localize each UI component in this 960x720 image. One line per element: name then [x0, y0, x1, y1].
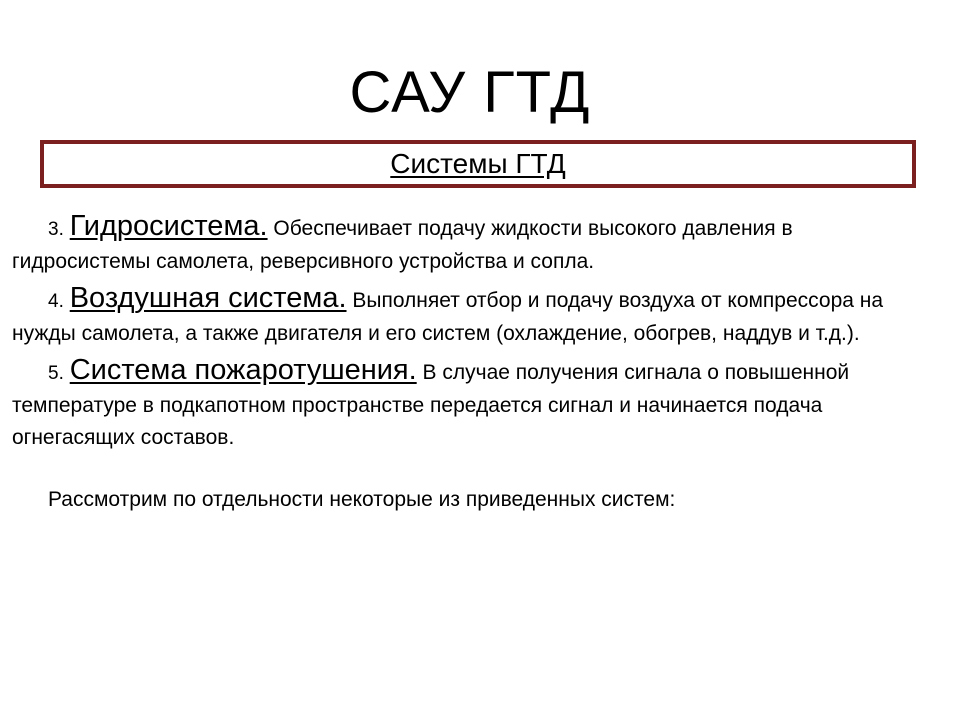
item-number: 5. — [48, 363, 64, 384]
item-heading: Система пожаротушения. — [69, 354, 417, 386]
closing-text: Рассмотрим по отдельности некоторые из приведенных систем: — [48, 488, 676, 511]
list-item — [12, 282, 912, 350]
item-text: В случае получения сигнала о повышенной температуре в подкапотном пространстве передается сигнал и начинается подача огнегасящих составов. — [12, 361, 850, 449]
item-heading: Гидросистема. — [69, 210, 268, 242]
subtitle-box — [40, 140, 916, 188]
item-text: Обеспечивает подачу жидкости высокого давления в гидросистемы самолета, реверсивного устройства и сопла. — [12, 217, 793, 273]
list-item — [12, 210, 912, 278]
item-heading: Воздушная система. — [69, 282, 347, 314]
subtitle-text: Системы ГТД — [390, 148, 566, 179]
item-number: 3. — [48, 219, 64, 240]
item-text: Выполняет отбор и подачу воздуха от компрессора на нужды самолета, а также двигателя и его систем (охлаждение, обогрев, наддув и т.д.). — [12, 289, 884, 345]
item-number: 4. — [48, 291, 64, 312]
slide-title: САУ ГТД — [349, 60, 591, 125]
slide-body — [12, 210, 912, 516]
list-item — [12, 354, 912, 454]
